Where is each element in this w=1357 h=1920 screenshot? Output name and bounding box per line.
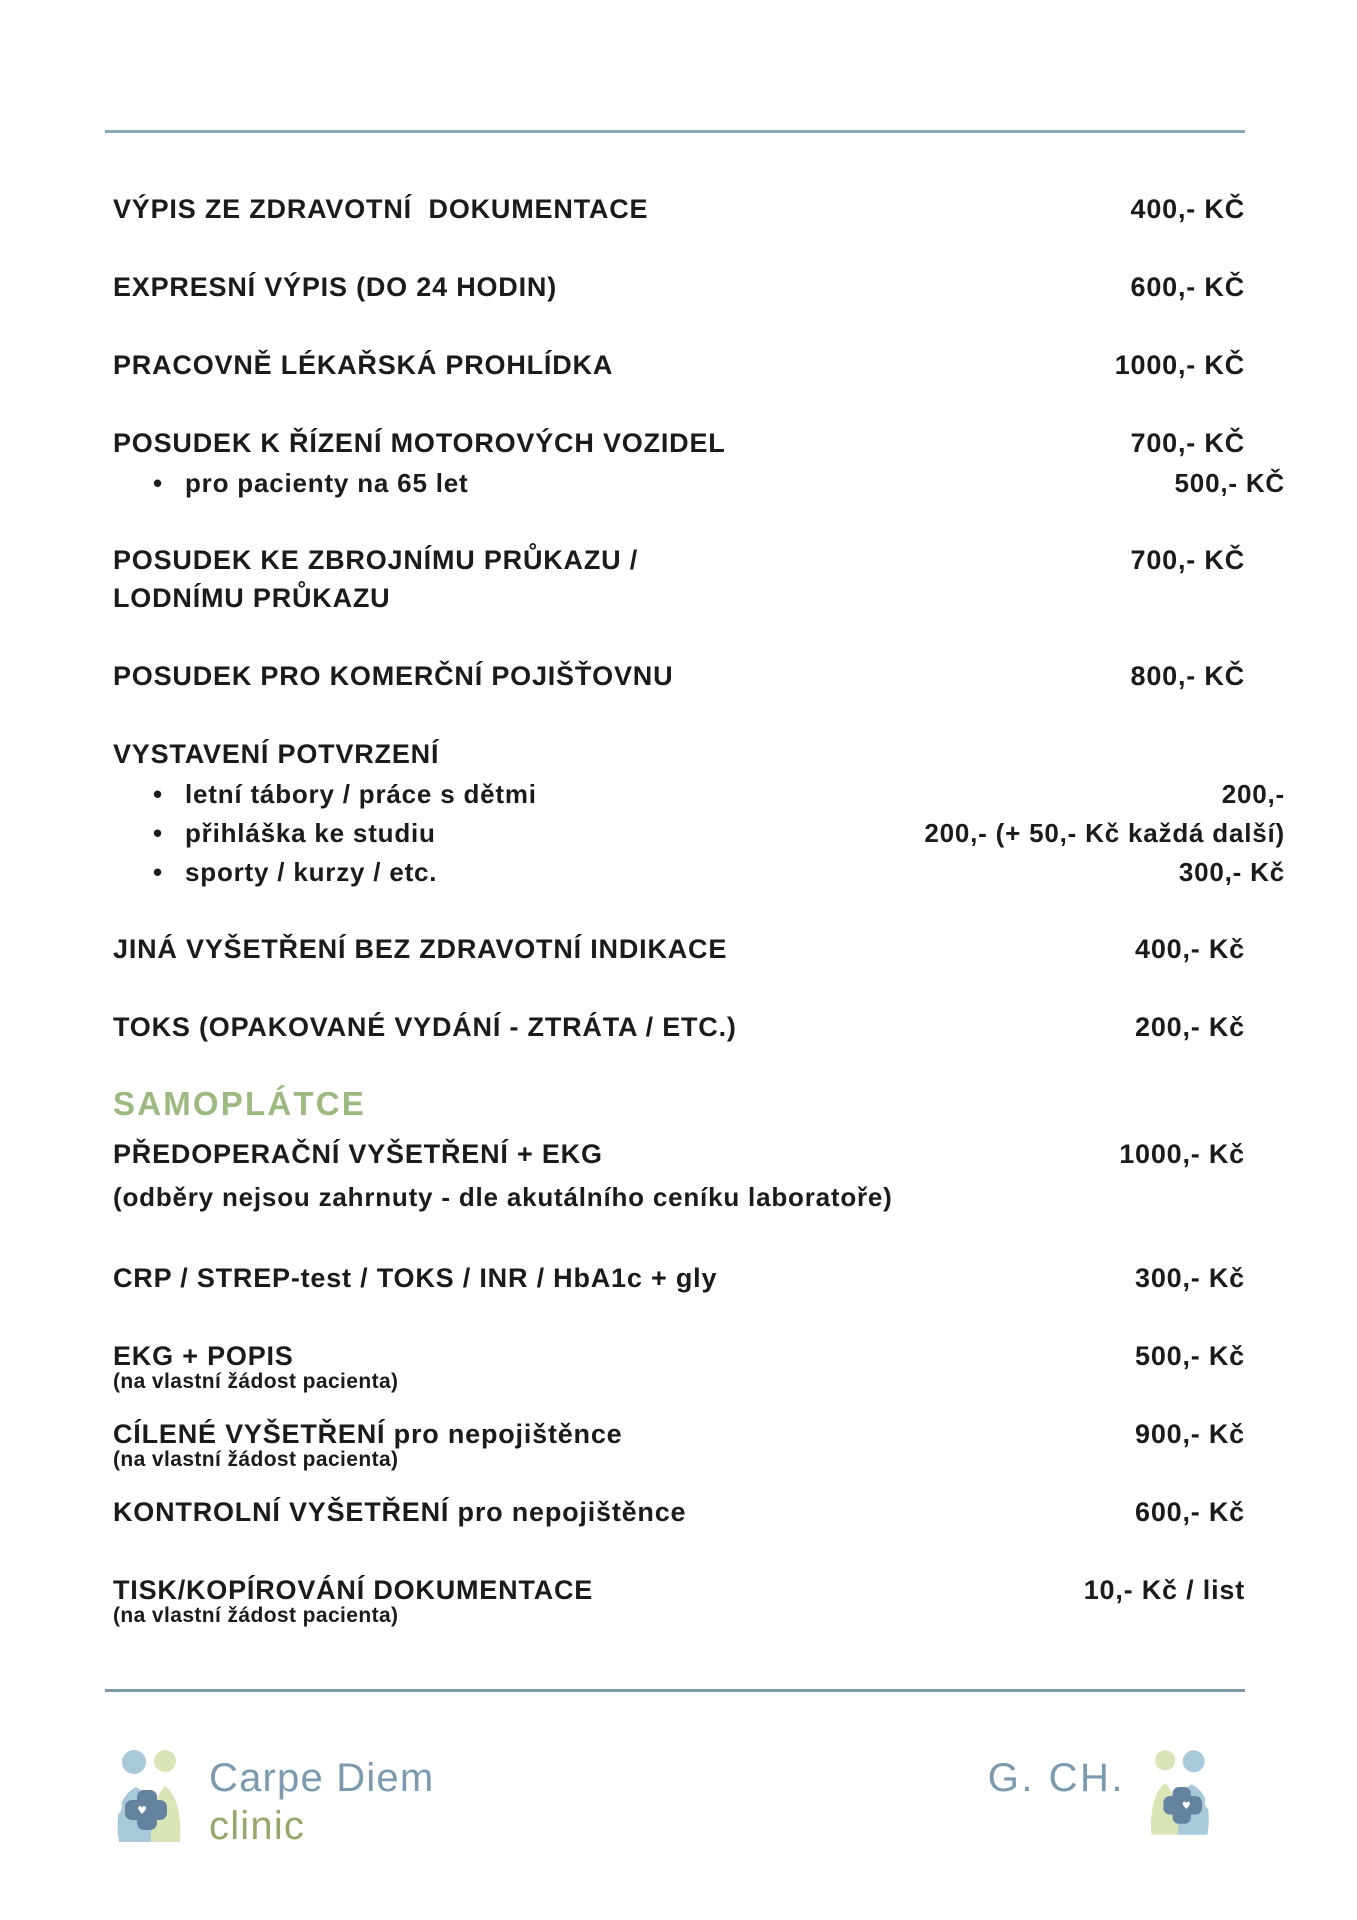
price-value: 800,- KČ (1130, 661, 1245, 691)
bullet-icon: • (153, 818, 163, 848)
price-row (113, 1497, 1245, 1528)
price-row (113, 350, 1245, 381)
price-row (113, 818, 1285, 848)
price-value: 500,- KČ (1174, 468, 1285, 498)
price-value: 700,- KČ (1130, 428, 1245, 458)
service-label: LODNÍMU PRŮKAZU (113, 583, 391, 613)
brand-subtitle: clinic (209, 1804, 306, 1848)
service-label: pro pacienty na 65 let (185, 468, 469, 498)
note-text: (na vlastní žádost pacienta) (113, 1604, 399, 1627)
service-label: JINÁ VYŠETŘENÍ BEZ ZDRAVOTNÍ INDIKACE (113, 934, 728, 964)
svg-text:♥: ♥ (1181, 1801, 1191, 1813)
price-row (113, 1139, 1245, 1170)
section-heading (113, 1087, 1245, 1120)
price-row (113, 468, 1285, 498)
price-row (113, 428, 1245, 459)
service-label: VYSTAVENÍ POTVRZENÍ (113, 739, 440, 769)
service-label: (odběry nejsou zahrnuty - dle akutálního ceníku laboratoře) (113, 1182, 893, 1212)
service-label: PRACOVNĚ LÉKAŘSKÁ PROHLÍDKA (113, 350, 614, 380)
price-value: 700,- KČ (1130, 545, 1245, 575)
price-value: 1000,- KČ (1114, 350, 1245, 380)
clinic-logo-icon (113, 1750, 187, 1842)
price-row (113, 934, 1245, 965)
price-value: 300,- Kč (1135, 1263, 1245, 1293)
service-label: KONTROLNÍ VYŠETŘENÍ pro nepojištěnce (113, 1497, 687, 1527)
brand-title: Carpe Diem (209, 1756, 435, 1800)
clinic-logo-mirrored-icon (1145, 1750, 1213, 1835)
service-label: EXPRESNÍ VÝPIS (DO 24 HODIN) (113, 272, 557, 302)
note-text: (na vlastní žádost pacienta) (113, 1370, 399, 1393)
service-label: TISK/KOPÍROVÁNÍ DOKUMENTACE (113, 1575, 594, 1605)
price-row (113, 1012, 1245, 1043)
service-label: POSUDEK K ŘÍZENÍ MOTOROVÝCH VOZIDEL (113, 428, 726, 458)
price-row (113, 779, 1285, 809)
price-value: 400,- KČ (1130, 194, 1245, 224)
price-row (113, 545, 1245, 576)
price-row (113, 1341, 1245, 1394)
service-label: TOKS (OPAKOVANÉ VYDÁNÍ - ZTRÁTA / ETC.) (113, 1012, 737, 1042)
price-value: 10,- Kč / list (1083, 1575, 1245, 1605)
service-label: letní tábory / práce s dětmi (185, 779, 537, 809)
price-row (113, 661, 1245, 692)
price-row (113, 1419, 1245, 1472)
service-label: POSUDEK KE ZBROJNÍMU PRŮKAZU / (113, 545, 639, 575)
price-row (113, 1575, 1245, 1628)
note-row (113, 1182, 1245, 1212)
price-value: 400,- Kč (1135, 934, 1245, 964)
price-value: 500,- Kč (1135, 1341, 1245, 1371)
price-value: 200,- (1221, 779, 1285, 809)
bullet-icon: • (153, 779, 163, 809)
service-label: POSUDEK PRO KOMERČNÍ POJIŠŤOVNU (113, 661, 674, 691)
price-row (113, 583, 1245, 614)
brand-name (209, 1754, 434, 1850)
svg-text:♥: ♥ (137, 1804, 147, 1817)
service-label: VÝPIS ZE ZDRAVOTNÍ DOKUMENTACE (113, 194, 649, 224)
service-label: přihláška ke studiu (185, 818, 436, 848)
note-text: (na vlastní žádost pacienta) (113, 1448, 399, 1471)
price-row (113, 272, 1245, 303)
price-row (113, 194, 1245, 225)
price-row (113, 857, 1285, 887)
price-value: 900,- Kč (1135, 1419, 1245, 1449)
bullet-icon: • (153, 857, 163, 887)
service-label: EKG + POPIS (113, 1341, 294, 1371)
price-value: 300,- Kč (1178, 857, 1285, 887)
service-label: PŘEDOPERAČNÍ VYŠETŘENÍ + EKG (113, 1139, 603, 1169)
price-row (113, 739, 1245, 770)
brand-group (113, 1750, 434, 1850)
price-value: 600,- Kč (1135, 1497, 1245, 1527)
price-value: 600,- KČ (1130, 272, 1245, 302)
service-label: CÍLENÉ VYŠETŘENÍ pro nepojištěnce (113, 1419, 623, 1449)
footer (113, 1750, 1213, 1850)
service-label: sporty / kurzy / etc. (185, 857, 438, 887)
bullet-icon: • (153, 468, 163, 498)
bottom-divider-line (105, 1689, 1245, 1692)
initials-group (988, 1750, 1213, 1835)
price-value: 1000,- Kč (1119, 1139, 1245, 1169)
price-row (113, 1263, 1245, 1294)
doctor-initials: G. CH. (987, 1756, 1125, 1800)
price-value: 200,- (+ 50,- Kč každá další) (924, 818, 1285, 848)
service-label: CRP / STREP-test / TOKS / INR / HbA1c + gly (113, 1263, 718, 1293)
service-label: SAMOPLÁTCE (113, 1085, 366, 1122)
price-value: 200,- Kč (1135, 1012, 1245, 1042)
price-list (113, 133, 1285, 1628)
